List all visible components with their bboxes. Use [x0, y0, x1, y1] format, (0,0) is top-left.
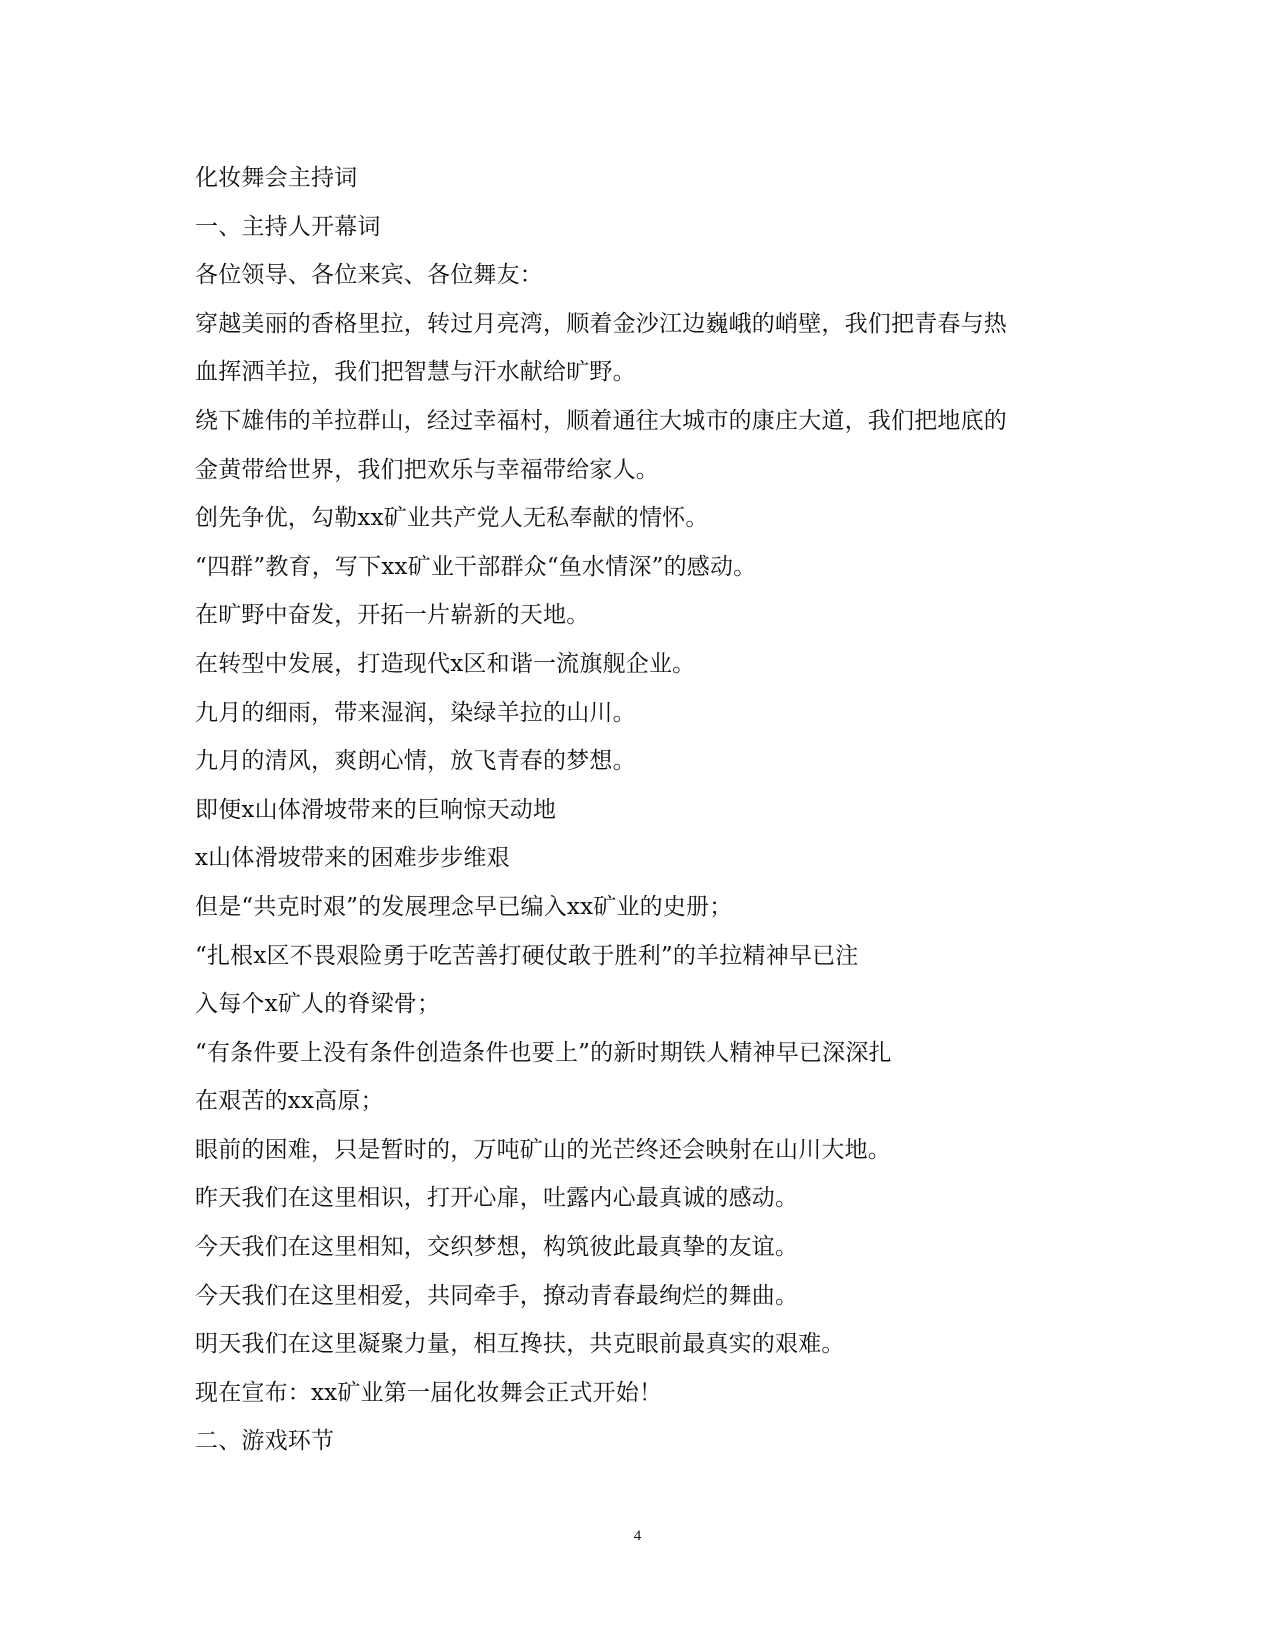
- text-line: 金黄带给世界，我们把欢乐与幸福带给家人。: [195, 456, 659, 483]
- text-line: 但是“共克时艰”的发展理念早已编入xx矿业的史册；: [195, 893, 733, 920]
- text-line: 入每个x矿人的脊梁骨；: [195, 991, 441, 1018]
- text-line: 九月的清风，爽朗心情，放飞青春的梦想。: [195, 748, 636, 775]
- section-heading: 一、主持人开幕词: [195, 213, 381, 240]
- text-line: 创先争优，勾勒xx矿业共产党人无私奉献的情怀。: [195, 505, 709, 532]
- text-line: 在艰苦的xx高原；: [195, 1088, 384, 1115]
- text-line: 在旷野中奋发，开拓一片崭新的天地。: [195, 602, 590, 629]
- text-line: 绕下雄伟的羊拉群山，经过幸福村，顺着通往大城市的康庄大道，我们把地底的: [195, 407, 1007, 434]
- text-line: 九月的细雨，带来湿润，染绿羊拉的山川。: [195, 699, 636, 726]
- text-line: “四群”教育，写下xx矿业干部群众“鱼水情深”的感动。: [195, 553, 757, 580]
- text-line: 在转型中发展，打造现代x区和谐一流旗舰企业。: [195, 650, 696, 677]
- text-line: 昨天我们在这里相识，打开心扉，吐露内心最真诚的感动。: [195, 1185, 799, 1212]
- text-line: 眼前的困难，只是暂时的，万吨矿山的光芒终还会映射在山川大地。: [195, 1136, 891, 1163]
- page-number: 4: [633, 1528, 642, 1544]
- text-line: 现在宣布：xx矿业第一届化妆舞会正式开始！: [195, 1379, 663, 1406]
- text-line: x山体滑坡带来的困难步步维艰: [195, 845, 510, 872]
- text-line: 穿越美丽的香格里拉，转过月亮湾，顺着金沙江边巍峨的峭壁，我们把青春与热: [195, 310, 1007, 337]
- text-line: 血挥洒羊拉，我们把智慧与汗水献给旷野。: [195, 359, 636, 386]
- text-line: 今天我们在这里相知，交织梦想，构筑彼此最真挚的友谊。: [195, 1234, 799, 1261]
- text-line: 即便x山体滑坡带来的巨响惊天动地: [195, 796, 557, 823]
- text-line: “有条件要上没有条件创造条件也要上”的新时期铁人精神早已深深扎: [195, 1039, 892, 1066]
- text-line: 明天我们在这里凝聚力量，相互搀扶，共克眼前最真实的艰难。: [195, 1331, 845, 1358]
- text-line: 今天我们在这里相爱，共同牵手，撩动青春最绚烂的舞曲。: [195, 1282, 799, 1309]
- text-line: 各位领导、各位来宾、各位舞友：: [195, 262, 543, 289]
- section-heading: 二、游戏环节: [195, 1428, 335, 1455]
- document-body: [195, 154, 1095, 1466]
- document-title: 化妆舞会主持词: [195, 165, 358, 191]
- text-line: “扎根x区不畏艰险勇于吃苦善打硬仗敢于胜利”的羊拉精神早已注: [195, 942, 859, 969]
